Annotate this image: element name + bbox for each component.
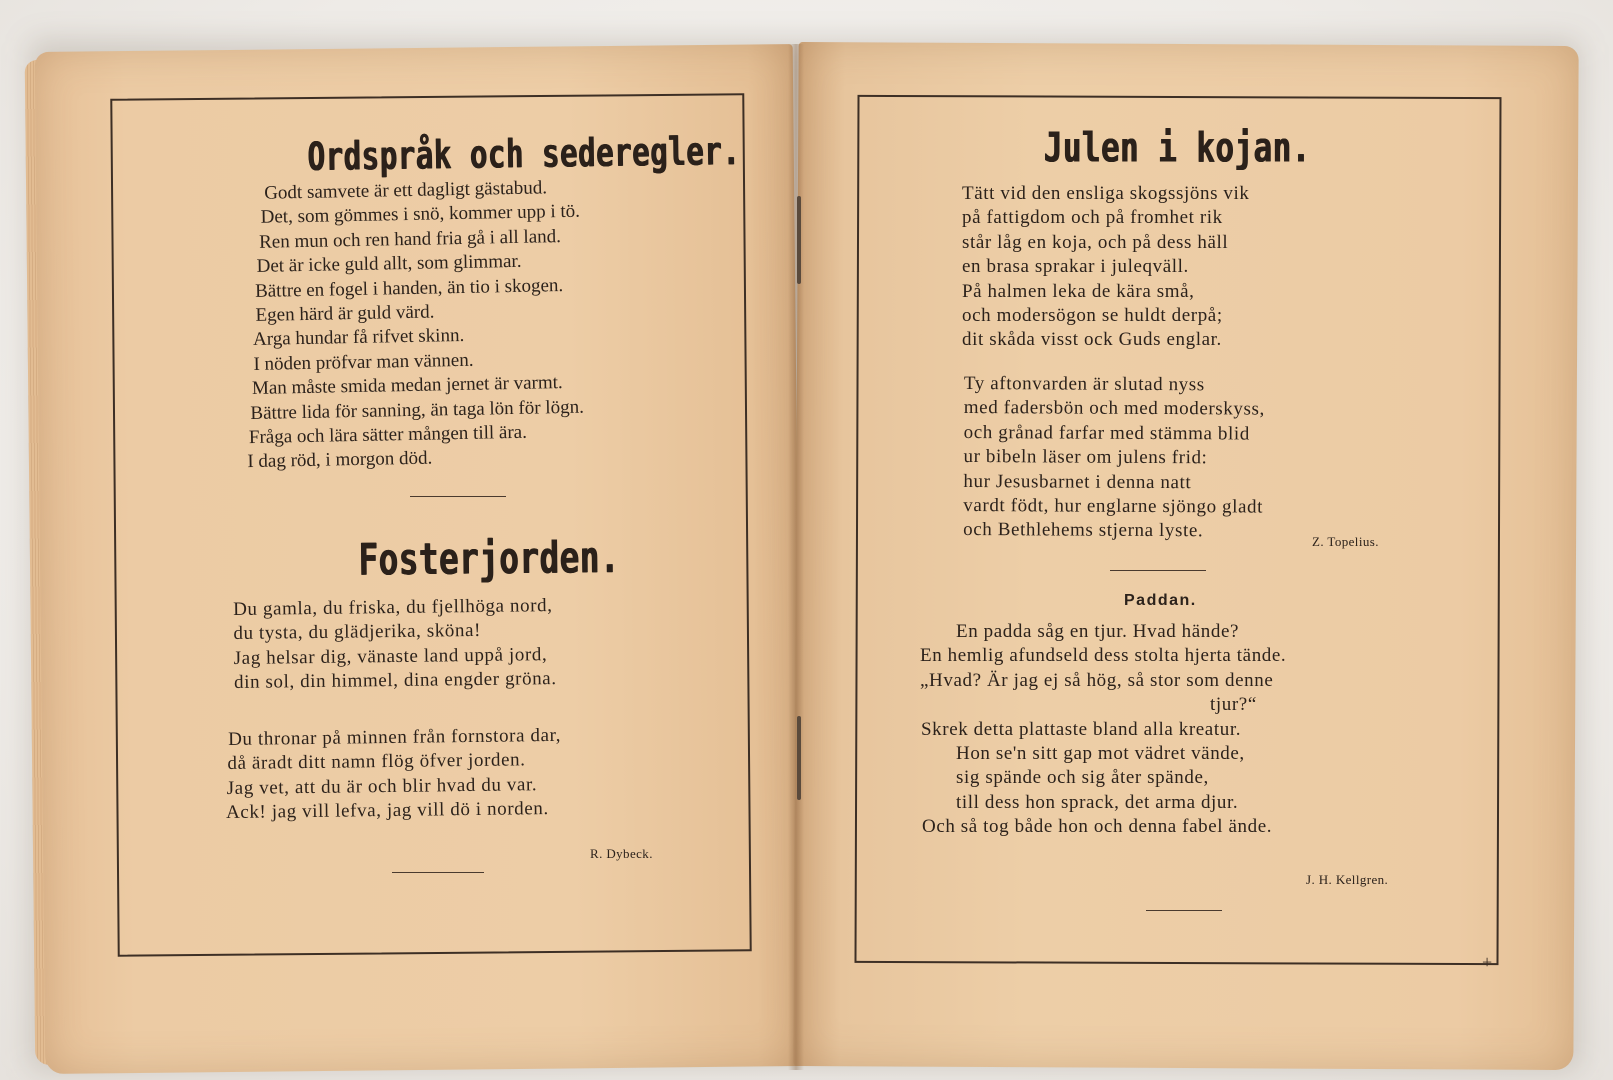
poem-line: ur bibeln läser om julens frid: bbox=[963, 446, 1208, 469]
booklet-spine bbox=[788, 44, 804, 1070]
section-divider bbox=[410, 496, 506, 497]
poem-stanza bbox=[962, 182, 1250, 353]
poem-line: Jag vet, att du är och blir hvad du var. bbox=[226, 774, 538, 799]
poem-line: då äradt ditt namn flög öfver jorden. bbox=[227, 749, 526, 775]
upper-staple bbox=[797, 196, 801, 284]
author-credit: R. Dybeck. bbox=[590, 846, 653, 861]
poem-stanza bbox=[918, 620, 1286, 840]
section-title: Paddan. bbox=[1124, 592, 1197, 609]
proverbs-list bbox=[247, 176, 585, 475]
section-title: Julen i kojan. bbox=[1043, 124, 1311, 173]
poem-line: En hemlig afundseld dess stolta hjerta tände. bbox=[920, 645, 1287, 667]
poem-stanza bbox=[233, 594, 557, 696]
proverb-line: Det, som gömmes i snö, kommer upp i tö. bbox=[260, 201, 581, 229]
author-credit: Z. Topelius. bbox=[1312, 534, 1379, 549]
poem-line: Och så tog både hon och denna fabel ände. bbox=[922, 816, 1273, 838]
poem-line: en brasa sprakar i juleqväll. bbox=[962, 256, 1189, 278]
poem-line: Du thronar på minnen från fornstora dar, bbox=[228, 724, 562, 750]
proverb-line: I dag röd, i morgon död. bbox=[247, 448, 433, 473]
poem-line: och Bethlehems stjerna lyste. bbox=[963, 519, 1204, 542]
poem-line: och grånad farfar med stämma blid bbox=[963, 421, 1250, 445]
left-section1-title-wrap bbox=[272, 128, 776, 181]
poem-line: Ty aftonvarden är slutad nyss bbox=[963, 373, 1205, 396]
poem-line: „Hvad? Är jag ej så hög, så stor som denne bbox=[920, 669, 1274, 691]
poem-line: Jag helsar dig, vänaste land uppå jord, bbox=[233, 643, 548, 669]
poem-line: med fadersbön och med moderskyss, bbox=[963, 397, 1265, 420]
proverb-line: Arga hundar få rifvet skinn. bbox=[252, 325, 465, 351]
proverb-line: Man måste smida medan jernet är varmt. bbox=[251, 372, 563, 400]
proverb-line: Bättre lida för sanning, än taga lön för lögn. bbox=[250, 396, 585, 424]
proverb-line: Fråga och lära sätter mången till ära. bbox=[248, 421, 528, 449]
poem-line: Du gamla, du friska, du fjellhöga nord, bbox=[233, 595, 553, 620]
poem-line: står låg en koja, och på dess häll bbox=[962, 231, 1229, 253]
section-title: Ordspråk och sederegler. bbox=[307, 128, 741, 181]
lower-staple bbox=[797, 716, 801, 800]
poem-line: till dess hon sprack, det arma djur. bbox=[956, 791, 1239, 813]
poem-line: Hon se'n sitt gap mot vädret vände, bbox=[956, 743, 1245, 765]
author-credit: J. H. Kellgren. bbox=[1306, 872, 1389, 887]
poem-line: På halmen leka de kära små, bbox=[962, 280, 1195, 302]
poem-line: Tätt vid den ensliga skogssjöns vik bbox=[962, 183, 1250, 204]
poem-line: En padda såg en tjur. Hvad hände? bbox=[956, 621, 1240, 642]
proverb-line: Ren mun och ren hand fria gå i all land. bbox=[258, 225, 562, 253]
right-section1-title-wrap bbox=[1022, 124, 1332, 173]
poem-line: Skrek detta plattaste bland alla kreatur. bbox=[921, 718, 1242, 740]
section-divider bbox=[1146, 910, 1222, 911]
poem-line: du tysta, du glädjerika, sköna! bbox=[233, 620, 482, 645]
poem-line: vardt födt, hur englarne sjöngo gladt bbox=[963, 495, 1264, 518]
poem-line: hur Jesusbarnet i denna natt bbox=[963, 470, 1192, 493]
proverb-line: Bättre en fogel i handen, än tio i skogen. bbox=[254, 274, 564, 302]
poem-line: din sol, din himmel, dina engder gröna. bbox=[233, 668, 557, 694]
proverb-line: Godt samvete är ett dagligt gästabud. bbox=[264, 177, 548, 204]
poem-line: och modersögon se huldt derpå; bbox=[962, 305, 1223, 327]
left-section2-title-wrap bbox=[337, 531, 641, 586]
poem-line: sig spände och sig åter spände, bbox=[956, 767, 1209, 789]
section-divider bbox=[1110, 570, 1206, 571]
poem-line: tjur?“ bbox=[1210, 694, 1257, 716]
proverb-line: Det är icke guld allt, som glimmar. bbox=[256, 251, 522, 278]
proverb-line: I nöden pröfvar man vännen. bbox=[253, 349, 474, 375]
poem-line: Ack! jag vill lefva, jag vill dö i norden. bbox=[225, 798, 549, 824]
proverb-line: Egen härd är guld värd. bbox=[255, 301, 435, 326]
poem-stanza bbox=[963, 372, 1265, 544]
section-divider bbox=[392, 872, 484, 873]
poem-line: på fattigdom och på fromhet rik bbox=[962, 207, 1223, 229]
poem-line: dit skåda visst ock Guds englar. bbox=[962, 329, 1222, 351]
section-title: Fosterjorden. bbox=[358, 531, 621, 586]
frame-corner-mark: + bbox=[1482, 952, 1493, 972]
poem-stanza bbox=[225, 724, 562, 826]
